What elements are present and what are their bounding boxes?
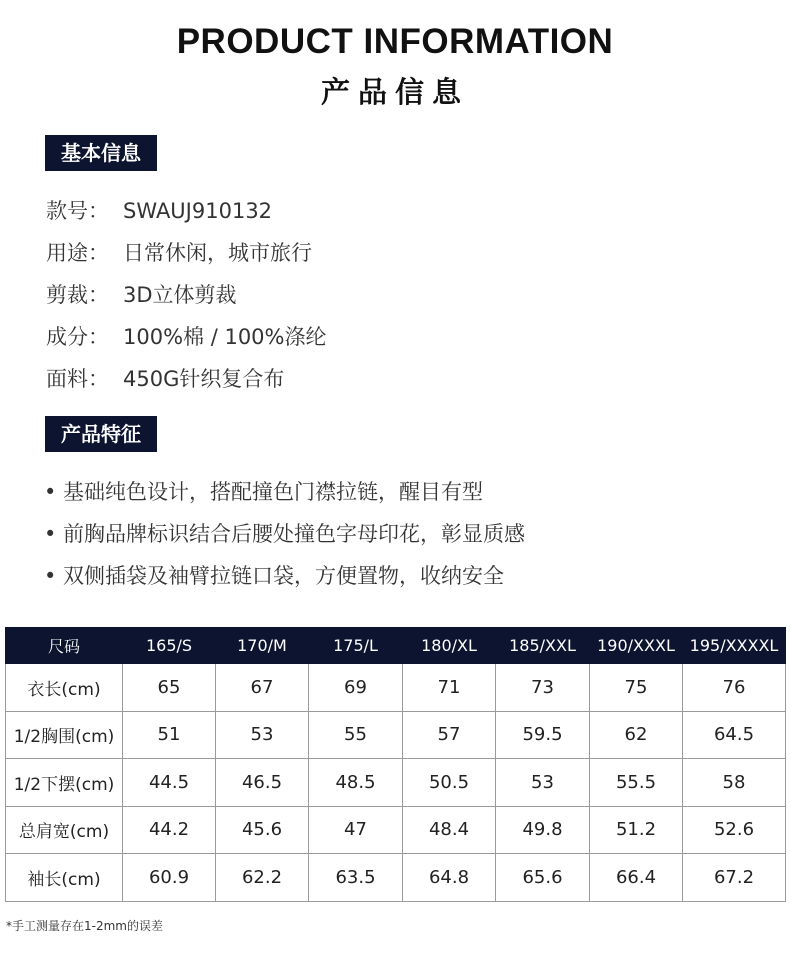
info-row-fabric	[46, 363, 284, 393]
table-cell: 64.5	[683, 711, 786, 759]
table-cell: 73	[496, 664, 590, 712]
row-header: 总肩宽(cm)	[6, 806, 123, 854]
info-row-composition	[46, 321, 327, 351]
table-cell: 62.2	[216, 854, 309, 902]
table-cell: 60.9	[123, 854, 216, 902]
table-row	[6, 711, 786, 759]
info-key: 面料：	[46, 367, 109, 391]
info-key: 用途：	[46, 241, 109, 265]
info-row-usage	[46, 237, 312, 267]
table-cell: 46.5	[216, 759, 309, 807]
table-cell: 45.6	[216, 806, 309, 854]
column-header: 170/M	[216, 628, 309, 664]
info-value: 日常休闲，城市旅行	[123, 241, 312, 265]
info-key: 款号：	[46, 199, 109, 223]
row-header: 袖长(cm)	[6, 854, 123, 902]
table-cell: 76	[683, 664, 786, 712]
info-row-style-number	[46, 195, 272, 225]
table-row	[6, 759, 786, 807]
table-cell: 48.4	[403, 806, 496, 854]
table-cell: 50.5	[403, 759, 496, 807]
row-header: 衣长(cm)	[6, 664, 123, 712]
column-header: 185/XXL	[496, 628, 590, 664]
table-cell: 53	[216, 711, 309, 759]
table-cell: 75	[590, 664, 683, 712]
table-cell: 55.5	[590, 759, 683, 807]
size-table	[5, 627, 786, 902]
column-header: 175/L	[309, 628, 403, 664]
table-cell: 62	[590, 711, 683, 759]
table-cell: 59.5	[496, 711, 590, 759]
table-cell: 53	[496, 759, 590, 807]
table-cell: 44.2	[123, 806, 216, 854]
column-header: 180/XL	[403, 628, 496, 664]
table-cell: 51	[123, 711, 216, 759]
info-value: 450G针织复合布	[123, 367, 285, 391]
info-key: 剪裁：	[46, 283, 109, 307]
table-cell: 58	[683, 759, 786, 807]
info-value: SWAUJ910132	[123, 199, 273, 223]
info-key: 成分：	[46, 325, 109, 349]
table-cell: 52.6	[683, 806, 786, 854]
table-cell: 44.5	[123, 759, 216, 807]
row-header: 1/2胸围(cm)	[6, 711, 123, 759]
size-table-header-row	[6, 628, 786, 664]
table-row	[6, 806, 786, 854]
column-header: 尺码	[6, 628, 123, 664]
table-cell: 65.6	[496, 854, 590, 902]
table-cell: 69	[309, 664, 403, 712]
table-cell: 65	[123, 664, 216, 712]
table-row	[6, 854, 786, 902]
page-title-cn: 产品信息	[320, 75, 469, 109]
row-header: 1/2下摆(cm)	[6, 759, 123, 807]
table-cell: 64.8	[403, 854, 496, 902]
section-heading-basic-info: 基本信息	[45, 135, 157, 171]
feature-item: • 基础纯色设计，搭配撞色门襟拉链，醒目有型	[44, 480, 484, 504]
table-cell: 51.2	[590, 806, 683, 854]
column-header: 165/S	[123, 628, 216, 664]
table-cell: 71	[403, 664, 496, 712]
table-cell: 57	[403, 711, 496, 759]
table-cell: 66.4	[590, 854, 683, 902]
column-header: 195/XXXXL	[683, 628, 786, 664]
table-cell: 47	[309, 806, 403, 854]
table-row	[6, 664, 786, 712]
table-cell: 67.2	[683, 854, 786, 902]
table-cell: 55	[309, 711, 403, 759]
table-cell: 49.8	[496, 806, 590, 854]
info-value: 100%棉 / 100%涤纶	[123, 325, 327, 349]
section-heading-features: 产品特征	[45, 416, 157, 452]
info-value: 3D立体剪裁	[123, 283, 237, 307]
table-cell: 67	[216, 664, 309, 712]
column-header: 190/XXXL	[590, 628, 683, 664]
table-cell: 48.5	[309, 759, 403, 807]
measurement-note: *手工测量存在1-2mm的误差	[6, 919, 163, 933]
feature-item: • 前胸品牌标识结合后腰处撞色字母印花，彰显质感	[44, 522, 526, 546]
info-row-cut	[46, 279, 237, 309]
page-title-en: PRODUCT INFORMATION	[176, 22, 614, 61]
table-cell: 63.5	[309, 854, 403, 902]
feature-item: • 双侧插袋及袖臂拉链口袋，方便置物，收纳安全	[44, 564, 505, 588]
